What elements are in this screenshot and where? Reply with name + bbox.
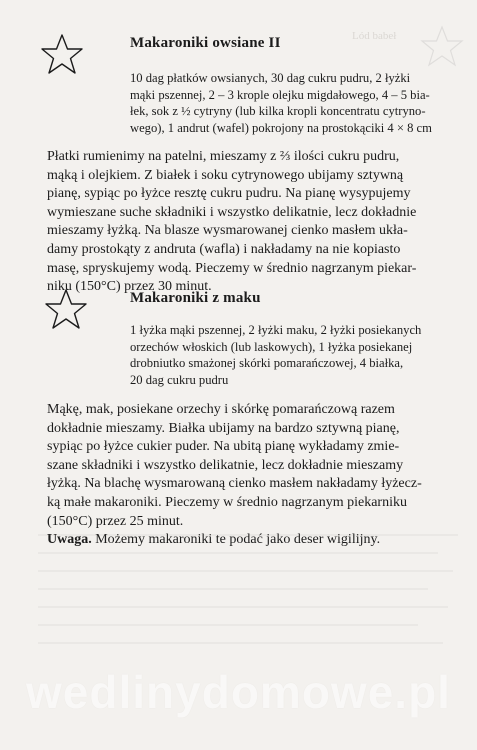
note-text: Możemy makaroniki te podać jako deser wigilijny. bbox=[91, 532, 381, 548]
ingredient-line: mąki pszennej, 2 – 3 krople olejku migdałowego, 4 – 5 bia- bbox=[130, 87, 430, 102]
ingredients-list bbox=[130, 70, 458, 136]
ingredient-line: 10 dag płatków owsianych, 30 dag cukru pudru, 2 łyżki bbox=[130, 71, 411, 85]
method-line: mąką i olejkiem. Z białek i soku cytrynowego ubijamy sztywną bbox=[47, 167, 404, 183]
star-outline-icon bbox=[44, 288, 88, 330]
bleed-through-lines bbox=[38, 525, 458, 665]
recipe-title: Makaroniki z maku bbox=[130, 290, 261, 306]
method-line: damy prostokąty z andruta (wafla) i nakładamy na nie kopiasto bbox=[47, 241, 401, 257]
ingredient-line: 20 dag cukru pudru bbox=[130, 372, 229, 387]
bleed-through-text: Lód babeł bbox=[352, 30, 397, 42]
method-line: ką małe makaroniki. Pieczemy w średnio nagrzanym piekarniku bbox=[47, 494, 407, 510]
method-line: (150°C) przez 25 minut. bbox=[47, 513, 184, 529]
recipe-title: Makaroniki owsiane II bbox=[130, 35, 281, 51]
ingredient-line: drobniutko smażonej skórki pomarańczowej, 4 białka, bbox=[130, 356, 404, 370]
method-line: masę, spryskujemy wodą. Pieczemy w średnio nagrzanym piekar- bbox=[47, 260, 417, 276]
method-line: wymieszane suche składniki i wszystko delikatnie, lecz dokładnie bbox=[47, 204, 417, 220]
method-line: Płatki rumienimy na patelni, mieszamy z ⅔ ilości cukru pudru, bbox=[47, 149, 400, 164]
method-line: Mąkę, mak, posiekane orzechy i skórkę pomarańczową razem bbox=[47, 402, 395, 417]
method-line: szane składniki i wszystko delikatnie, lecz dokładnie mieszamy bbox=[47, 457, 404, 473]
method-line: pianę, sypiąc po łyżce resztę cukru pudru. Na pianę wysypujemy bbox=[47, 186, 411, 202]
ingredients-list bbox=[130, 322, 458, 388]
method-line: sypiąc po łyżce cukier puder. Na ubitą pianę wykładamy zmie- bbox=[47, 439, 400, 455]
star-outline-icon bbox=[40, 33, 84, 75]
method-line: łyżką. Na blachę wysmarowaną cienko masłem nakładamy łyżecz- bbox=[47, 476, 422, 492]
method-line: dokładnie mieszamy. Białka ubijamy na bardzo sztywną pianę, bbox=[47, 420, 400, 436]
watermark: wedlinydomowe.pl bbox=[26, 666, 451, 718]
method-line: niku (150°C) przez 30 minut. bbox=[47, 279, 212, 295]
method-paragraph bbox=[47, 148, 462, 297]
method-line: mieszamy łyżką. Na blasze wysmarowanej cienko masłem ukła- bbox=[47, 223, 408, 239]
note-label: Uwaga. bbox=[47, 532, 92, 548]
ingredient-line: wego), 1 andrut (wafel) pokrojony na prostokąciki 4 × 8 cm bbox=[130, 120, 432, 135]
ingredient-line: 1 łyżka mąki pszennej, 2 łyżki maku, 2 łyżki posiekanych bbox=[130, 323, 422, 337]
ingredient-line: łek, sok z ½ cytryny (lub kilka kropli koncentratu cytryno- bbox=[130, 104, 426, 118]
ingredient-line: orzechów włoskich (lub laskowych), 1 łyżka posiekanej bbox=[130, 339, 413, 354]
bleed-through-star-icon bbox=[420, 25, 464, 67]
